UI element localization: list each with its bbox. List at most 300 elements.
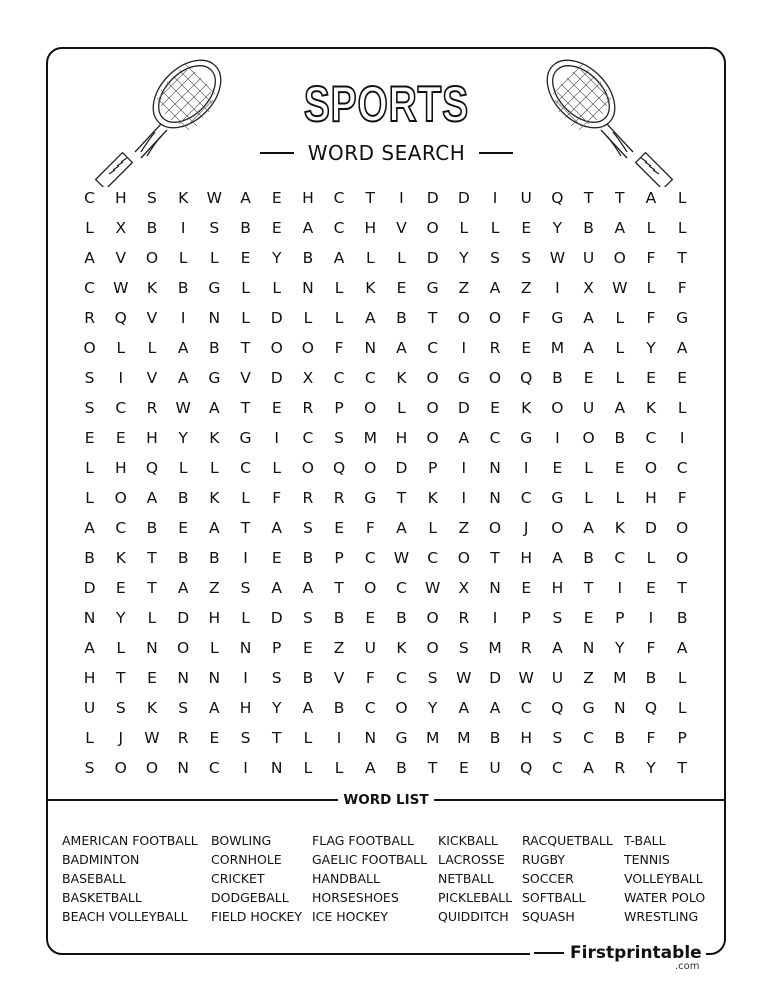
grid-cell[interactable]: H [83,669,96,687]
grid-cell[interactable]: G [582,699,595,717]
grid-cell[interactable]: D [177,609,190,627]
grid-cell[interactable]: B [676,609,688,627]
grid-cell[interactable]: O [551,399,564,417]
grid-cell[interactable]: N [489,579,501,597]
grid-cell[interactable]: B [333,609,345,627]
grid-cell[interactable]: P [521,609,531,627]
grid-cell[interactable]: B [614,729,626,747]
grid-cell[interactable]: A [458,429,470,447]
grid-cell[interactable]: E [115,579,126,597]
grid-cell[interactable]: T [427,309,438,327]
grid-cell[interactable]: S [115,699,126,717]
grid-cell[interactable]: E [147,669,157,687]
grid-cell[interactable]: A [271,579,283,597]
grid-cell[interactable]: O [551,519,564,537]
grid-cell[interactable]: E [521,579,532,597]
grid-cell[interactable]: L [272,279,282,297]
grid-cell[interactable]: F [646,639,656,657]
grid-cell[interactable]: H [208,609,221,627]
grid-cell[interactable]: T [240,519,251,537]
grid-cell[interactable]: A [583,339,594,357]
grid-cell[interactable]: C [427,339,439,357]
grid-cell[interactable]: E [84,429,95,447]
grid-cell[interactable]: O [613,249,626,267]
grid-cell[interactable]: C [333,219,345,237]
grid-cell[interactable]: F [334,339,344,357]
grid-cell[interactable]: C [364,369,376,387]
grid-cell[interactable]: E [583,369,594,387]
grid-cell[interactable]: G [676,309,689,327]
grid-cell[interactable]: L [210,639,219,657]
grid-cell[interactable]: R [146,399,158,417]
grid-cell[interactable]: S [302,519,313,537]
grid-cell[interactable]: O [426,219,439,237]
grid-cell[interactable]: A [552,639,563,657]
grid-cell[interactable]: P [334,549,344,567]
grid-cell[interactable]: O [488,309,502,327]
grid-cell[interactable]: I [243,759,248,777]
grid-cell[interactable]: B [84,549,95,567]
grid-cell[interactable]: W [612,279,628,297]
grid-cell[interactable]: M [613,669,627,687]
grid-cell[interactable]: G [239,429,252,447]
grid-cell[interactable]: L [210,459,219,477]
grid-cell[interactable]: Q [551,189,564,207]
grid-cell[interactable]: C [115,399,127,417]
grid-cell[interactable]: H [302,189,314,207]
grid-cell[interactable]: F [521,309,531,327]
grid-cell[interactable]: A [302,699,314,717]
grid-cell[interactable]: D [426,249,439,267]
grid-cell[interactable]: F [365,669,375,687]
grid-cell[interactable]: O [301,459,314,477]
grid-cell[interactable]: A [177,369,189,387]
grid-cell[interactable]: I [648,609,654,627]
grid-cell[interactable]: W [393,549,410,567]
grid-cell[interactable]: V [396,219,407,237]
grid-cell[interactable]: B [302,549,314,567]
grid-cell[interactable]: T [427,759,438,777]
grid-cell[interactable]: E [458,759,469,777]
grid-cell[interactable]: G [551,489,564,507]
grid-cell[interactable]: L [584,489,593,507]
grid-cell[interactable]: R [302,489,314,507]
grid-cell[interactable]: Y [271,699,282,717]
grid-cell[interactable]: F [646,309,656,327]
grid-cell[interactable]: K [209,489,220,507]
grid-cell[interactable]: L [85,459,94,477]
grid-cell[interactable]: C [551,759,563,777]
grid-cell[interactable]: L [116,639,126,657]
grid-cell[interactable]: V [146,309,158,327]
grid-cell[interactable]: Z [333,639,345,657]
grid-cell[interactable]: N [208,669,221,687]
grid-cell[interactable]: S [552,729,563,747]
grid-cell[interactable]: T [583,189,594,207]
grid-cell[interactable]: Q [644,699,658,717]
grid-cell[interactable]: I [180,309,186,327]
grid-cell[interactable]: A [458,699,470,717]
grid-cell[interactable]: C [208,759,220,777]
grid-cell[interactable]: L [677,219,687,237]
grid-cell[interactable]: C [676,459,688,477]
grid-cell[interactable]: E [365,609,376,627]
grid-cell[interactable]: G [395,729,408,747]
grid-cell[interactable]: E [303,639,313,657]
grid-cell[interactable]: L [178,459,188,477]
grid-cell[interactable]: F [646,729,656,747]
grid-cell[interactable]: C [333,189,345,207]
grid-cell[interactable]: O [270,339,283,357]
grid-cell[interactable]: K [396,369,407,387]
grid-cell[interactable]: H [395,429,408,447]
grid-cell[interactable]: I [492,609,498,627]
grid-cell[interactable]: L [147,609,157,627]
grid-cell[interactable]: E [583,609,594,627]
grid-cell[interactable]: B [209,549,220,567]
grid-cell[interactable]: S [458,639,469,657]
grid-cell[interactable]: P [334,399,344,417]
grid-cell[interactable]: K [115,549,126,567]
grid-cell[interactable]: Q [520,369,533,387]
grid-cell[interactable]: U [364,639,376,657]
grid-cell[interactable]: M [363,429,377,447]
grid-cell[interactable]: Y [552,219,563,237]
grid-cell[interactable]: D [270,609,283,627]
grid-cell[interactable]: C [520,489,532,507]
grid-cell[interactable]: O [114,489,127,507]
grid-cell[interactable]: Y [646,339,656,357]
grid-cell[interactable]: O [457,549,470,567]
grid-cell[interactable]: S [334,429,345,447]
grid-cell[interactable]: U [582,399,595,417]
grid-cell[interactable]: I [118,369,124,387]
grid-cell[interactable]: J [118,729,124,747]
grid-cell[interactable]: E [271,549,282,567]
grid-cell[interactable]: D [457,399,470,417]
grid-cell[interactable]: Y [615,639,625,657]
grid-cell[interactable]: H [645,489,657,507]
grid-cell[interactable]: Q [520,759,533,777]
grid-cell[interactable]: S [552,609,563,627]
grid-cell[interactable]: L [584,459,593,477]
grid-cell[interactable]: C [84,279,95,297]
grid-cell[interactable]: D [270,309,283,327]
grid-cell[interactable]: A [489,699,501,717]
grid-cell[interactable]: V [115,249,127,267]
grid-cell[interactable]: B [614,429,626,447]
grid-cell[interactable]: N [83,609,96,627]
grid-cell[interactable]: A [84,639,95,657]
grid-cell[interactable]: A [240,189,251,207]
grid-cell[interactable]: A [676,639,688,657]
grid-cell[interactable]: E [271,189,282,207]
grid-cell[interactable]: H [146,429,158,447]
grid-cell[interactable]: O [644,459,658,477]
grid-cell[interactable]: Y [427,699,438,717]
grid-cell[interactable]: D [426,189,439,207]
grid-cell[interactable]: Z [458,279,470,297]
grid-cell[interactable]: L [677,669,687,687]
grid-cell[interactable]: L [397,399,406,417]
grid-cell[interactable]: G [364,489,377,507]
grid-cell[interactable]: L [334,309,344,327]
grid-cell[interactable]: L [334,759,344,777]
grid-cell[interactable]: R [177,729,189,747]
grid-cell[interactable]: R [614,759,626,777]
grid-cell[interactable]: B [240,219,251,237]
grid-cell[interactable]: O [145,249,159,267]
grid-cell[interactable]: W [175,399,191,417]
grid-cell[interactable]: U [489,759,501,777]
grid-cell[interactable]: O [488,369,502,387]
grid-cell[interactable]: S [271,669,282,687]
grid-cell[interactable]: O [395,699,408,717]
grid-cell[interactable]: C [364,699,376,717]
grid-cell[interactable]: T [147,549,157,567]
grid-cell[interactable]: C [396,579,407,597]
grid-cell[interactable]: N [582,639,595,657]
grid-cell[interactable]: L [677,399,687,417]
grid-cell[interactable]: I [274,429,279,447]
grid-cell[interactable]: L [459,219,469,237]
grid-cell[interactable]: B [552,369,563,387]
grid-cell[interactable]: I [555,279,560,297]
grid-cell[interactable]: N [146,639,158,657]
grid-cell[interactable]: B [177,549,189,567]
grid-cell[interactable]: I [180,219,186,237]
grid-cell[interactable]: S [302,609,313,627]
grid-cell[interactable]: C [583,729,594,747]
grid-cell[interactable]: K [614,519,625,537]
grid-cell[interactable]: Q [332,459,346,477]
grid-cell[interactable]: B [396,609,407,627]
grid-cell[interactable]: L [116,339,126,357]
grid-cell[interactable]: D [83,579,96,597]
grid-cell[interactable]: A [364,759,376,777]
grid-cell[interactable]: L [303,729,313,747]
grid-cell[interactable]: C [396,669,407,687]
grid-cell[interactable]: Z [209,579,220,597]
grid-cell[interactable]: R [302,399,314,417]
grid-cell[interactable]: A [271,519,283,537]
grid-cell[interactable]: D [645,519,657,537]
grid-cell[interactable]: X [583,279,594,297]
grid-cell[interactable]: I [461,459,467,477]
grid-cell[interactable]: P [272,639,282,657]
grid-cell[interactable]: G [208,279,221,297]
grid-cell[interactable]: K [396,639,407,657]
grid-cell[interactable]: S [240,579,251,597]
grid-cell[interactable]: A [364,309,376,327]
grid-cell[interactable]: D [489,669,501,687]
grid-cell[interactable]: B [396,759,407,777]
grid-cell[interactable]: N [239,639,252,657]
grid-cell[interactable]: A [552,549,563,567]
grid-cell[interactable]: R [489,339,501,357]
grid-cell[interactable]: U [551,669,564,687]
grid-cell[interactable]: E [552,459,563,477]
grid-cell[interactable]: E [271,399,282,417]
grid-cell[interactable]: M [425,729,440,747]
grid-cell[interactable]: O [83,339,96,357]
grid-cell[interactable]: G [551,309,564,327]
grid-cell[interactable]: B [302,669,314,687]
grid-cell[interactable]: E [646,369,656,387]
grid-cell[interactable]: L [303,309,313,327]
grid-cell[interactable]: A [146,489,158,507]
grid-cell[interactable]: C [240,459,251,477]
grid-cell[interactable]: A [676,339,688,357]
grid-cell[interactable]: C [427,549,439,567]
grid-cell[interactable]: M [550,339,565,357]
grid-cell[interactable]: O [364,579,377,597]
grid-cell[interactable]: L [241,279,250,297]
grid-cell[interactable]: A [583,759,594,777]
grid-cell[interactable]: V [333,669,345,687]
grid-cell[interactable]: N [208,309,221,327]
grid-cell[interactable]: D [270,369,283,387]
grid-cell[interactable]: N [489,489,501,507]
grid-cell[interactable]: A [583,519,594,537]
grid-cell[interactable]: A [177,339,189,357]
grid-cell[interactable]: L [85,729,94,747]
grid-cell[interactable]: N [364,339,377,357]
grid-cell[interactable]: O [364,459,377,477]
grid-cell[interactable]: H [520,729,533,747]
grid-cell[interactable]: I [461,339,467,357]
grid-cell[interactable]: A [302,219,314,237]
grid-cell[interactable]: T [365,189,376,207]
grid-cell[interactable]: L [85,489,94,507]
grid-cell[interactable]: K [427,489,438,507]
grid-cell[interactable]: U [582,249,595,267]
grid-cell[interactable]: O [457,309,470,327]
grid-cell[interactable]: L [646,549,656,567]
grid-cell[interactable]: B [645,669,657,687]
grid-cell[interactable]: J [523,519,529,537]
grid-cell[interactable]: Y [178,429,188,447]
grid-cell[interactable]: F [365,519,375,537]
grid-cell[interactable]: T [490,549,500,567]
grid-cell[interactable]: L [615,369,625,387]
grid-cell[interactable]: F [272,489,282,507]
grid-cell[interactable]: L [365,249,375,267]
grid-cell[interactable]: L [615,489,625,507]
grid-cell[interactable]: N [270,759,283,777]
grid-cell[interactable]: I [492,189,498,207]
grid-cell[interactable]: O [426,609,439,627]
grid-cell[interactable]: Z [583,669,594,687]
grid-cell[interactable]: R [333,489,345,507]
grid-cell[interactable]: A [614,219,626,237]
grid-cell[interactable]: A [583,309,594,327]
grid-cell[interactable]: T [334,579,344,597]
grid-cell[interactable]: E [521,339,532,357]
grid-cell[interactable]: O [426,639,439,657]
grid-cell[interactable]: Z [520,279,532,297]
grid-cell[interactable]: E [396,279,407,297]
grid-cell[interactable]: S [240,729,251,747]
grid-cell[interactable]: T [396,489,407,507]
grid-cell[interactable]: N [177,759,189,777]
grid-cell[interactable]: T [677,249,687,267]
grid-cell[interactable]: W [424,579,441,597]
grid-cell[interactable]: I [555,429,560,447]
grid-cell[interactable]: K [146,699,158,717]
grid-cell[interactable]: L [646,279,656,297]
grid-cell[interactable]: L [241,609,250,627]
grid-cell[interactable]: B [302,249,314,267]
grid-cell[interactable]: Q [145,459,159,477]
grid-cell[interactable]: D [395,459,408,477]
grid-cell[interactable]: L [241,489,250,507]
grid-cell[interactable]: K [178,189,189,207]
grid-cell[interactable]: F [646,249,656,267]
grid-cell[interactable]: L [303,759,313,777]
grid-cell[interactable]: B [209,339,220,357]
grid-cell[interactable]: V [240,369,251,387]
grid-cell[interactable]: C [333,369,345,387]
grid-cell[interactable]: T [583,579,594,597]
grid-cell[interactable]: L [490,219,500,237]
grid-cell[interactable]: K [209,429,220,447]
grid-cell[interactable]: A [396,519,407,537]
grid-cell[interactable]: X [302,369,314,387]
grid-cell[interactable]: K [146,279,158,297]
grid-cell[interactable]: A [84,519,95,537]
grid-cell[interactable]: Y [459,249,469,267]
grid-cell[interactable]: L [646,219,656,237]
grid-cell[interactable]: L [272,459,282,477]
grid-cell[interactable]: T [677,759,687,777]
grid-cell[interactable]: O [676,549,689,567]
grid-cell[interactable]: C [489,429,501,447]
grid-cell[interactable]: R [84,309,95,327]
grid-cell[interactable]: E [178,519,189,537]
grid-cell[interactable]: O [582,429,595,447]
grid-cell[interactable]: S [147,189,157,207]
grid-cell[interactable]: I [243,669,248,687]
grid-cell[interactable]: O [145,759,159,777]
grid-cell[interactable]: I [523,459,529,477]
grid-cell[interactable]: B [177,279,189,297]
grid-cell[interactable]: Y [116,609,126,627]
grid-cell[interactable]: Y [646,759,656,777]
grid-cell[interactable]: I [617,579,623,597]
grid-cell[interactable]: L [677,189,687,207]
grid-cell[interactable]: S [178,699,189,717]
grid-cell[interactable]: A [333,249,345,267]
grid-cell[interactable]: F [677,489,687,507]
grid-cell[interactable]: L [615,309,625,327]
grid-cell[interactable]: F [677,279,687,297]
grid-cell[interactable]: K [645,399,657,417]
grid-cell[interactable]: A [302,579,314,597]
grid-cell[interactable]: A [209,399,220,417]
grid-cell[interactable]: I [679,429,685,447]
grid-cell[interactable]: S [84,399,95,417]
grid-cell[interactable]: U [520,189,532,207]
grid-cell[interactable]: L [85,219,94,237]
grid-cell[interactable]: A [209,699,220,717]
grid-cell[interactable]: A [489,279,501,297]
grid-cell[interactable]: E [334,519,344,537]
grid-cell[interactable]: W [518,669,534,687]
grid-cell[interactable]: O [177,639,190,657]
grid-cell[interactable]: E [115,429,126,447]
grid-cell[interactable]: B [177,489,189,507]
